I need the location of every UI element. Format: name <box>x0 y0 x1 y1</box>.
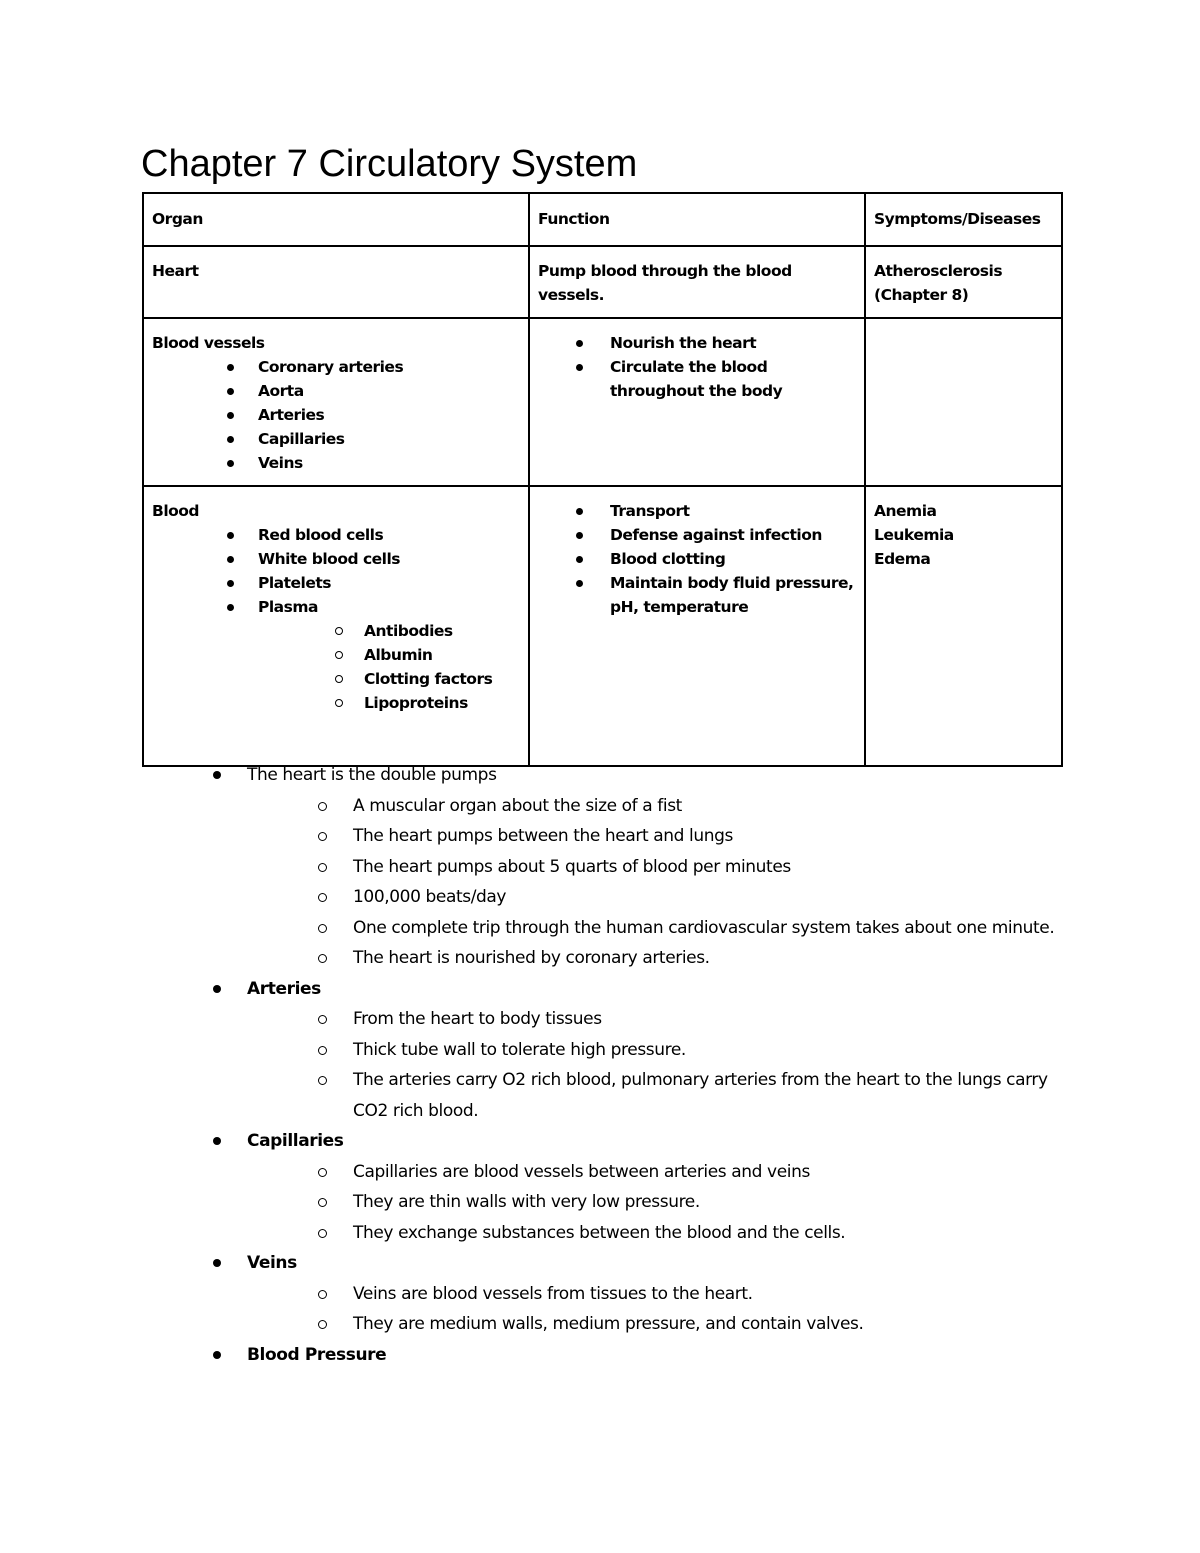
bullet-icon <box>227 580 234 587</box>
plasma-component-label: Antibodies <box>364 622 453 640</box>
note-item-text: The heart pumps between the heart and lungs <box>353 826 733 846</box>
function-item-label: Circulate the blood throughout the body <box>610 358 783 400</box>
bullet-icon <box>213 985 221 993</box>
function-item-label: Blood clotting <box>610 550 726 568</box>
organ-cell <box>143 246 529 318</box>
bullet-icon <box>576 508 583 515</box>
note-item-text: A muscular organ about the size of a fist <box>353 795 682 816</box>
hollow-bullet-icon <box>318 1046 327 1055</box>
organ-name: Blood vessels <box>152 334 265 352</box>
note-topic <box>0 1340 1200 1371</box>
note-topic-label: The heart is the double pumps <box>247 765 497 785</box>
diseases-cell <box>865 318 1062 486</box>
organ-component-label: Red blood cells <box>258 526 384 544</box>
note-item-text: They are medium walls, medium pressure, and contain valves. <box>353 1314 864 1334</box>
organ-cell <box>143 318 529 486</box>
hollow-bullet-icon <box>335 627 343 635</box>
organ-component-label: Arteries <box>258 406 325 424</box>
organ-component <box>152 595 520 619</box>
function-cell <box>529 318 865 486</box>
disease-name: Anemia <box>874 502 937 520</box>
disease-name: Edema <box>874 550 931 568</box>
note-item <box>0 1004 1200 1035</box>
note-item <box>0 943 1200 974</box>
bullet-icon <box>576 556 583 563</box>
bullet-icon <box>576 340 583 347</box>
bullet-icon <box>576 364 583 371</box>
plasma-component-label: Albumin <box>364 646 433 664</box>
function-item-label: Defense against infection <box>610 526 822 544</box>
table-row <box>143 246 1062 318</box>
hollow-bullet-icon <box>335 699 343 707</box>
plasma-component <box>152 691 520 715</box>
hollow-bullet-icon <box>318 893 327 902</box>
note-topic <box>0 1126 1200 1157</box>
function-item-label: Nourish the heart <box>610 334 757 352</box>
function-item <box>538 571 856 619</box>
hollow-bullet-icon <box>318 1290 327 1299</box>
bullet-icon <box>227 388 234 395</box>
organ-component-label: Platelets <box>258 574 332 592</box>
note-item-text: The arteries carry O2 rich blood, pulmonary arteries from the heart to the lungs carry CO2 rich blood. <box>353 1070 1048 1121</box>
hollow-bullet-icon <box>318 863 327 872</box>
note-item <box>0 1309 1200 1340</box>
hollow-bullet-icon <box>318 954 327 963</box>
bullet-icon <box>227 364 234 371</box>
header-organ: Organ <box>143 193 529 246</box>
note-topic <box>0 1248 1200 1279</box>
plasma-component-label: Lipoproteins <box>364 694 468 712</box>
note-topic-label: Blood Pressure <box>247 1344 387 1365</box>
function-text: Pump blood through the blood vessels. <box>538 262 792 304</box>
organ-component-label: Veins <box>258 454 303 472</box>
table-row <box>143 486 1062 766</box>
note-topic-label: Veins <box>247 1253 297 1273</box>
note-item-text: 100,000 beats/day <box>353 887 507 907</box>
note-topic-label: Capillaries <box>247 1131 344 1151</box>
hollow-bullet-icon <box>335 651 343 659</box>
hollow-bullet-icon <box>318 924 327 933</box>
note-topic-label: Arteries <box>247 978 321 999</box>
organ-component-list <box>152 355 520 475</box>
page-title: Chapter 7 Circulatory System <box>141 143 638 185</box>
note-topic <box>0 974 1200 1005</box>
bullet-icon <box>227 604 234 611</box>
organ-component <box>152 451 520 475</box>
bullet-icon <box>227 556 234 563</box>
note-item <box>0 1279 1200 1310</box>
organ-component-label: Coronary arteries <box>258 358 404 376</box>
organ-component-label: Aorta <box>258 382 304 400</box>
bullet-icon <box>227 532 234 539</box>
note-item-text: One complete trip through the human cardiovascular system takes about one minute. <box>353 917 1055 938</box>
notes-list <box>0 760 1200 1370</box>
bullet-icon <box>213 1259 221 1267</box>
note-item <box>0 1035 1200 1066</box>
disease-name: (Chapter 8) <box>874 286 969 304</box>
function-item <box>538 499 856 523</box>
organ-name: Heart <box>152 262 199 280</box>
organ-component <box>152 571 520 595</box>
organ-component <box>152 427 520 451</box>
note-item <box>0 913 1200 944</box>
hollow-bullet-icon <box>318 802 327 811</box>
note-item-text: They exchange substances between the blood and the cells. <box>353 1222 846 1243</box>
organ-component-label: Capillaries <box>258 430 345 448</box>
organ-component-label: Plasma <box>258 598 318 616</box>
bullet-icon <box>213 771 221 779</box>
organ-cell <box>143 486 529 766</box>
bullet-icon <box>227 412 234 419</box>
bullet-icon <box>213 1137 221 1145</box>
bullet-icon <box>576 580 583 587</box>
organ-function-table <box>142 192 1063 767</box>
function-list <box>538 499 856 619</box>
note-item-text: The heart is nourished by coronary arteries. <box>353 948 710 968</box>
header-symptoms-diseases: Symptoms/Diseases <box>865 193 1062 246</box>
hollow-bullet-icon <box>318 1229 327 1238</box>
organ-component <box>152 523 520 547</box>
plasma-component-label: Clotting factors <box>364 670 493 688</box>
note-item-text: The heart pumps about 5 quarts of blood per minutes <box>353 856 791 877</box>
diseases-cell <box>865 246 1062 318</box>
bullet-icon <box>227 436 234 443</box>
plasma-component <box>152 643 520 667</box>
note-item-text: They are thin walls with very low pressure. <box>353 1192 700 1212</box>
bullet-icon <box>576 532 583 539</box>
plasma-component <box>152 667 520 691</box>
function-item <box>538 547 856 571</box>
note-item <box>0 1187 1200 1218</box>
table-row <box>143 318 1062 486</box>
note-item <box>0 1157 1200 1188</box>
function-item <box>538 523 856 547</box>
function-item-label: Maintain body fluid pressure, pH, temperature <box>610 574 854 616</box>
hollow-bullet-icon <box>318 1015 327 1024</box>
plasma-component-list <box>152 619 520 715</box>
hollow-bullet-icon <box>335 675 343 683</box>
organ-component-label: White blood cells <box>258 550 401 568</box>
note-item-text: From the heart to body tissues <box>353 1009 602 1029</box>
bullet-icon <box>213 1351 221 1359</box>
header-function: Function <box>529 193 865 246</box>
function-cell <box>529 486 865 766</box>
disease-name: Atherosclerosis <box>874 262 1003 280</box>
note-topic <box>0 760 1200 791</box>
diseases-cell <box>865 486 1062 766</box>
hollow-bullet-icon <box>318 1076 327 1085</box>
hollow-bullet-icon <box>318 1168 327 1177</box>
note-item-text: Veins are blood vessels from tissues to the heart. <box>353 1283 753 1304</box>
function-list <box>538 331 856 403</box>
note-item <box>0 821 1200 852</box>
note-item <box>0 882 1200 913</box>
bullet-icon <box>227 460 234 467</box>
hollow-bullet-icon <box>318 1198 327 1207</box>
table-header-row <box>143 193 1062 246</box>
function-item <box>538 355 856 403</box>
function-item <box>538 331 856 355</box>
organ-component-list <box>152 523 520 619</box>
plasma-component <box>152 619 520 643</box>
note-item-text: Thick tube wall to tolerate high pressure. <box>353 1039 686 1060</box>
organ-name: Blood <box>152 502 200 520</box>
note-item <box>0 1218 1200 1249</box>
disease-name: Leukemia <box>874 526 954 544</box>
organ-component <box>152 355 520 379</box>
hollow-bullet-icon <box>318 832 327 841</box>
organ-component <box>152 403 520 427</box>
note-item <box>0 1065 1200 1126</box>
organ-component <box>152 547 520 571</box>
hollow-bullet-icon <box>318 1320 327 1329</box>
function-item-label: Transport <box>610 502 690 520</box>
function-cell <box>529 246 865 318</box>
note-item <box>0 852 1200 883</box>
note-item-text: Capillaries are blood vessels between arteries and veins <box>353 1161 810 1182</box>
note-item <box>0 791 1200 822</box>
organ-component <box>152 379 520 403</box>
